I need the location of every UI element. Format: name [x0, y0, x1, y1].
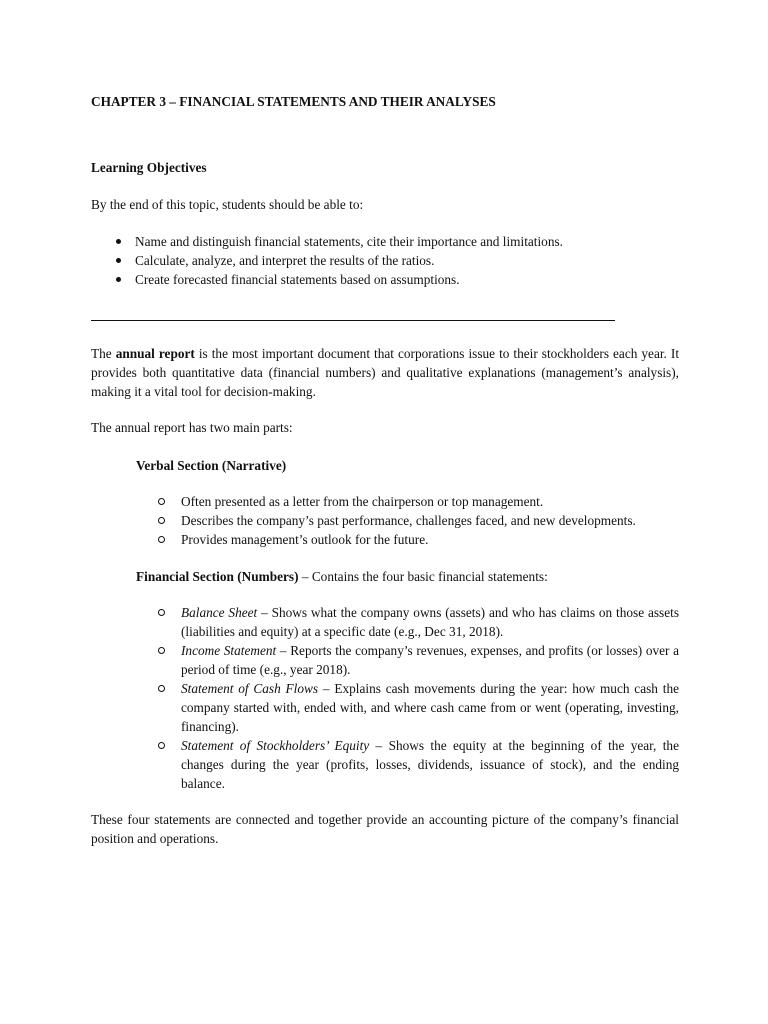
objective-item: Name and distinguish financial statements, cite their importance and limitations. — [91, 232, 691, 251]
financial-section-desc: – Contains the four basic financial statements: — [298, 569, 548, 584]
financial-statements-list — [136, 603, 679, 793]
conclusion-paragraph: These four statements are connected and together provide an accounting picture of the company’s financial position and operations. — [91, 812, 679, 846]
verbal-section-heading: Verbal Section (Narrative) — [136, 458, 287, 473]
statement-item-income-statement — [136, 641, 679, 679]
objective-item: Calculate, analyze, and interpret the results of the ratios. — [91, 251, 691, 270]
statement-desc: – Explains cash movements during the year: how much cash the company started with, ended with, and where cash came from or went (operating, investing, financing). — [181, 681, 679, 734]
verbal-item: Describes the company’s past performance, challenges faced, and new developments. — [136, 511, 679, 530]
annual-report-text-start: The — [91, 346, 116, 361]
statement-desc: – Shows what the company owns (assets) and who has claims on those assets (liabilities and equity) at a specific date (e.g., Dec 31, 2018). — [181, 605, 680, 639]
statement-term: Statement of Stockholders’ Equity — [181, 738, 370, 753]
statement-desc: – Shows the equity at the beginning of the year, the changes during the year (profits, losses, dividends, issuance of stock), and the ending balance. — [181, 738, 679, 791]
statement-term: Balance Sheet — [181, 605, 258, 620]
objectives-list — [91, 232, 691, 289]
financial-section-heading: Financial Section (Numbers) — [136, 569, 299, 584]
verbal-item: Provides management’s outlook for the future. — [136, 530, 679, 549]
annual-report-paragraph — [91, 344, 679, 401]
annual-report-text-rest: is the most important document that corporations issue to their stockholders each year. It provides both quantitative data (financial numbers) and qualitative explanations (management’s analysis), making it a vital tool for decision-making. — [91, 346, 680, 399]
verbal-section-list — [136, 492, 679, 549]
annual-report-term: annual report — [115, 346, 195, 361]
statement-term: Statement of Cash Flows — [181, 681, 319, 696]
statement-term: Income Statement — [181, 643, 277, 658]
annual-report-parts-intro: The annual report has two main parts: — [91, 420, 293, 435]
objectives-intro: By the end of this topic, students should be able to: — [91, 197, 364, 212]
learning-objectives-heading: Learning Objectives — [91, 160, 207, 175]
statement-item-balance-sheet — [136, 603, 679, 641]
verbal-item: Often presented as a letter from the chairperson or top management. — [136, 492, 679, 511]
statement-item-cash-flows — [136, 679, 679, 736]
statement-desc: – Reports the company’s revenues, expenses, and profits (or losses) over a period of time (e.g., year 2018). — [181, 643, 680, 677]
chapter-title: CHAPTER 3 – FINANCIAL STATEMENTS AND THEIR ANALYSES — [91, 94, 496, 109]
statement-item-stockholders-equity — [136, 736, 679, 793]
objective-item: Create forecasted financial statements based on assumptions. — [91, 270, 691, 289]
financial-section-line — [136, 567, 548, 586]
section-divider — [91, 320, 615, 321]
